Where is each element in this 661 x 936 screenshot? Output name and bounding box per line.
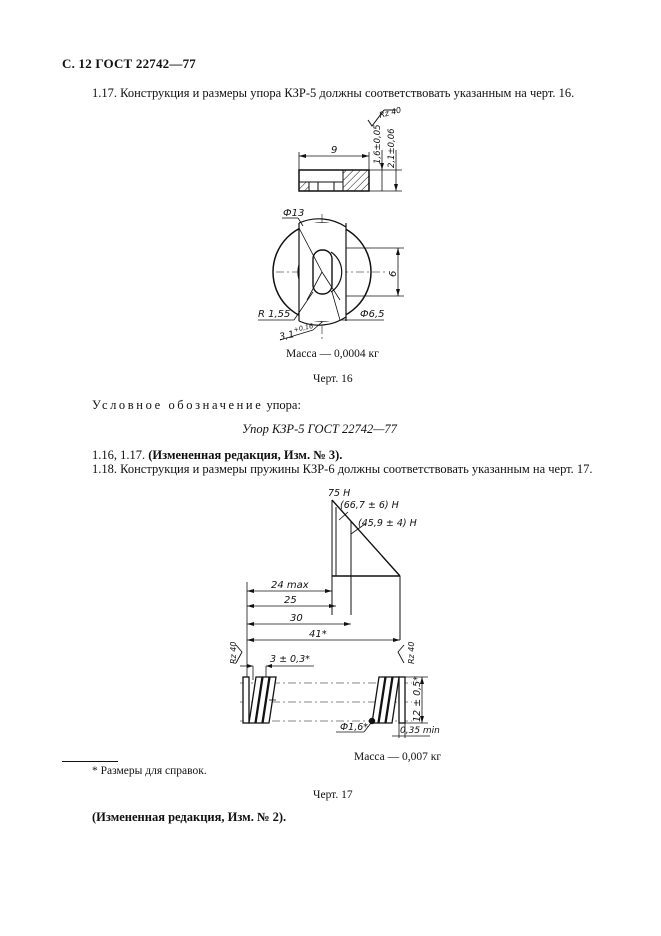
svg-text:1,6±0,05: 1,6±0,05 bbox=[373, 124, 383, 164]
svg-text:41*: 41* bbox=[309, 629, 327, 640]
section-1-17: 1.17. Конструкция и размеры упора КЗР-5 должны соответствовать указанным на черт. 16. bbox=[92, 86, 575, 100]
mass-16: Масса — 0,0004 кг bbox=[286, 348, 379, 360]
edit-note-1-bold: (Измененная редакция, Изм. № 3). bbox=[148, 448, 343, 462]
svg-text:Rz 40: Rz 40 bbox=[407, 641, 416, 664]
section-1-18: 1.18. Конструкция и размеры пружины КЗР-6 должны соответствовать указанным на черт. 17. bbox=[92, 462, 593, 476]
caption-16: Черт. 16 bbox=[313, 373, 353, 385]
designation-label-rest: упора: bbox=[263, 398, 301, 412]
svg-text:Ф1,6*: Ф1,6* bbox=[340, 722, 369, 733]
roughness-marks bbox=[229, 642, 416, 664]
force-diagram bbox=[328, 488, 417, 640]
footnote: * Размеры для справок. bbox=[92, 765, 207, 777]
designation-label-spaced: Условное обозначение bbox=[92, 398, 264, 412]
pitch-dimension bbox=[240, 654, 314, 680]
mass-17: Масса — 0,007 кг bbox=[354, 751, 442, 763]
svg-text:(66,7 ± 6) Н: (66,7 ± 6) Н bbox=[340, 500, 399, 511]
caption-17: Черт. 17 bbox=[313, 789, 353, 801]
svg-text:3 ± 0,3*: 3 ± 0,3* bbox=[270, 654, 310, 665]
svg-text:Ф13: Ф13 bbox=[283, 208, 305, 219]
page-header: С. 12 ГОСТ 22742—77 bbox=[62, 56, 196, 71]
designation-value: Упор КЗР-5 ГОСТ 22742—77 bbox=[242, 422, 397, 436]
svg-text:24 max: 24 max bbox=[271, 580, 309, 591]
svg-text:(45,9 ± 4) Н: (45,9 ± 4) Н bbox=[358, 518, 417, 529]
svg-text:3,1: 3,1 bbox=[278, 329, 296, 343]
edit-note-1-prefix: 1.16, 1.17. bbox=[92, 448, 149, 462]
svg-text:Rz 40: Rz 40 bbox=[229, 641, 238, 664]
svg-text:R 1,55: R 1,55 bbox=[258, 309, 291, 320]
svg-text:0,35 min: 0,35 min bbox=[400, 726, 440, 736]
svg-text:Rz 40: Rz 40 bbox=[378, 105, 403, 120]
svg-text:2,1±0,06: 2,1±0,06 bbox=[387, 128, 397, 168]
svg-text:25: 25 bbox=[284, 595, 297, 606]
svg-text:Ф6,5: Ф6,5 bbox=[360, 309, 385, 320]
svg-text:9: 9 bbox=[331, 145, 338, 156]
edit-note-2: (Измененная редакция, Изм. № 2). bbox=[92, 810, 287, 824]
svg-text:12 ± 0,5*: 12 ± 0,5* bbox=[412, 676, 423, 722]
svg-text:+0,16: +0,16 bbox=[292, 321, 314, 334]
svg-text:30: 30 bbox=[290, 613, 303, 624]
svg-text:6: 6 bbox=[388, 270, 399, 277]
spring-view bbox=[240, 676, 440, 738]
svg-text:75 Н: 75 Н bbox=[328, 488, 351, 499]
footnote-rule bbox=[62, 761, 118, 762]
